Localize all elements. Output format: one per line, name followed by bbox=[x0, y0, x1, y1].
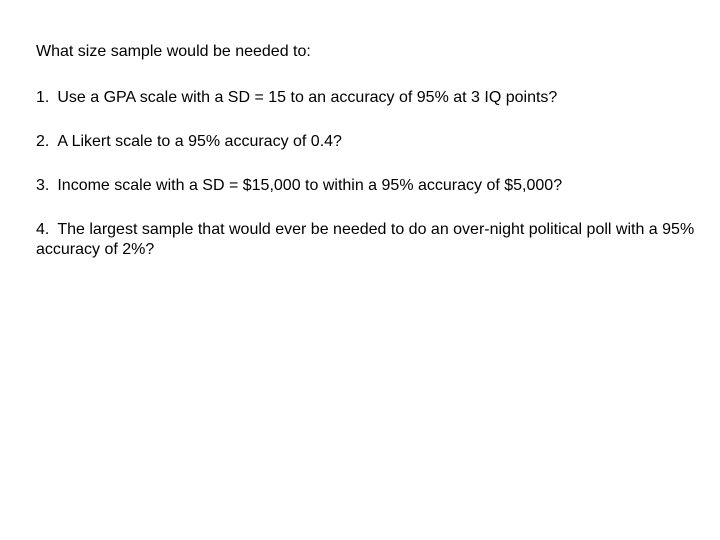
question-text: A Likert scale to a 95% accuracy of 0.4? bbox=[57, 133, 342, 150]
question-number: 3. bbox=[36, 177, 50, 194]
question-1 bbox=[36, 88, 716, 108]
question-text: Use a GPA scale with a SD = 15 to an accuracy of 95% at 3 IQ points? bbox=[57, 89, 558, 106]
intro-text: What size sample would be needed to: bbox=[36, 43, 311, 60]
question-number: 2. bbox=[36, 133, 50, 150]
question-text: Income scale with a SD = $15,000 to within a 95% accuracy of $5,000? bbox=[57, 177, 563, 194]
question-number: 4. bbox=[36, 221, 50, 238]
question-text: The largest sample that would ever be needed to do an over-night political poll with a 95% accuracy of 2%? bbox=[36, 221, 695, 258]
question-2 bbox=[36, 132, 716, 152]
question-number: 1. bbox=[36, 89, 50, 106]
question-4 bbox=[36, 220, 716, 260]
question-3 bbox=[36, 176, 716, 196]
